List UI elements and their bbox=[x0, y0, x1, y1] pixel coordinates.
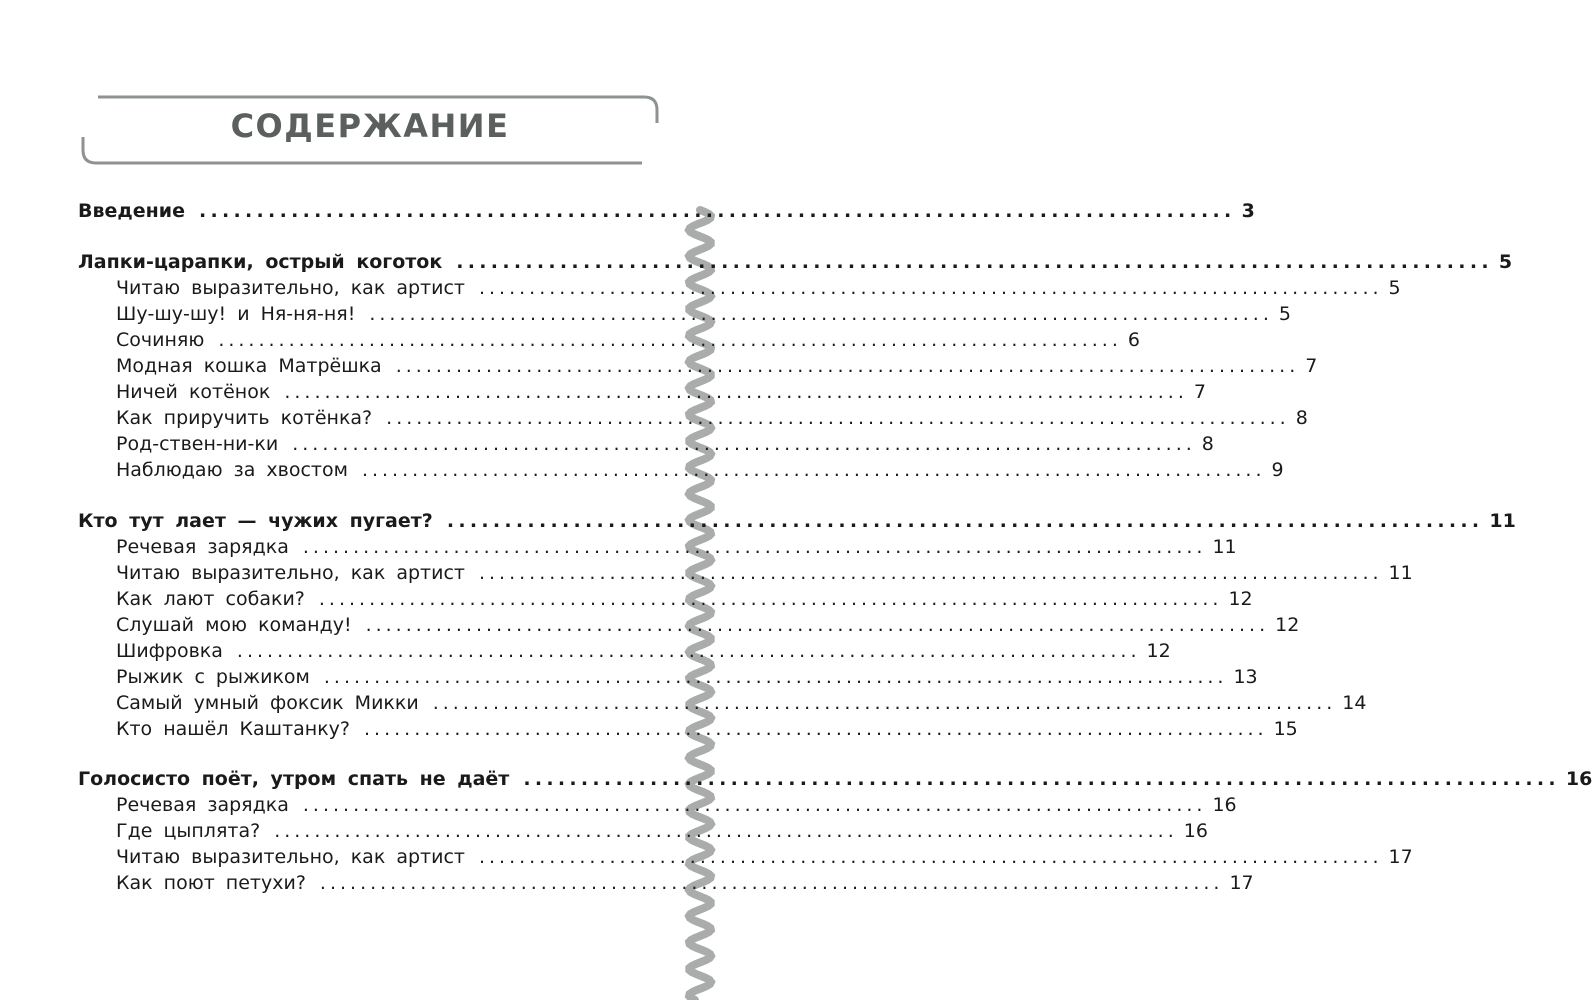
toc-entry-page-number: 12 bbox=[1228, 587, 1253, 610]
toc-entry-title: Где цыплята? bbox=[116, 820, 261, 843]
toc-entry bbox=[116, 691, 1367, 718]
toc-entry bbox=[116, 302, 1291, 329]
toc-entry-page-number: 12 bbox=[1275, 613, 1300, 636]
toc-entry-page-number: 15 bbox=[1273, 717, 1298, 740]
dot-leader: .......................................................................................... bbox=[432, 691, 1337, 714]
toc-entry bbox=[116, 613, 1300, 640]
toc-entry-page-number: 8 bbox=[1201, 432, 1214, 455]
toc-entry-page-number: 11 bbox=[1388, 561, 1413, 584]
toc-entry-page-number: 7 bbox=[1305, 354, 1318, 377]
toc-entry bbox=[116, 639, 1171, 666]
dot-leader: .......................................................................................... bbox=[218, 328, 1122, 351]
toc-entry-title: Слушай мою команду! bbox=[116, 613, 352, 636]
toc-entry-page-number: 16 bbox=[1212, 794, 1237, 817]
toc-entry-title: Введение bbox=[78, 200, 185, 222]
dot-leader: .......................................................................................... bbox=[395, 354, 1300, 377]
dot-leader: .......................................................................................... bbox=[236, 639, 1141, 662]
dot-leader: .......................................................................................... bbox=[302, 535, 1207, 558]
dot-leader: .......................................................................................... bbox=[292, 432, 1196, 455]
toc-entry-title: Читаю выразительно, как артист bbox=[116, 846, 465, 869]
toc-entry-title: Читаю выразительно, как артист bbox=[116, 561, 465, 584]
toc-entry-title: Как поют петухи? bbox=[116, 872, 306, 895]
toc-entry-page-number: 16 bbox=[1565, 768, 1592, 791]
toc-entry-title: Шифровка bbox=[116, 639, 223, 662]
toc-entry-title: Ничей котёнок bbox=[116, 380, 271, 403]
toc-entry-title: Речевая зарядка bbox=[116, 794, 289, 817]
toc-entry bbox=[116, 380, 1206, 407]
toc-entry-title: Самый умный фоксик Микки bbox=[116, 691, 419, 714]
toc-entry bbox=[116, 846, 1413, 872]
dot-leader: .......................................................................................... bbox=[478, 276, 1383, 299]
toc-entry bbox=[116, 587, 1253, 614]
dot-leader: .......................................................................................... bbox=[523, 768, 1560, 791]
dot-leader: .......................................................................................... bbox=[456, 250, 1493, 273]
toc-entry bbox=[116, 665, 1258, 692]
dot-leader: .......................................................................................... bbox=[446, 509, 1484, 532]
title-frame bbox=[80, 95, 660, 165]
toc-entry-page-number: 5 bbox=[1278, 302, 1291, 325]
toc-entry-title: Голосисто поёт, утром спать не даёт bbox=[78, 768, 510, 791]
toc-entry bbox=[116, 535, 1237, 562]
toc-entry bbox=[116, 561, 1413, 588]
dot-leader: .......................................................................................... bbox=[319, 872, 1224, 895]
toc-entry-title: Как лают собаки? bbox=[116, 587, 305, 610]
dot-leader: .......................................................................................... bbox=[318, 587, 1223, 610]
toc-entry-title: Речевая зарядка bbox=[116, 535, 289, 558]
toc-entry bbox=[116, 328, 1140, 355]
toc-entry bbox=[116, 820, 1208, 846]
toc-entry bbox=[116, 406, 1308, 433]
toc-entry bbox=[116, 276, 1401, 303]
dot-leader: .......................................................................................... bbox=[369, 302, 1273, 325]
toc-entry-page-number: 6 bbox=[1127, 328, 1140, 351]
dot-leader: .......................................................................................... bbox=[386, 406, 1290, 429]
toc-entry bbox=[116, 794, 1237, 820]
toc-entry-title: Читаю выразительно, как артист bbox=[116, 276, 465, 299]
toc-entry-title: Кто тут лает — чужих пугает? bbox=[78, 509, 433, 532]
toc-entry-title: Сочиняю bbox=[116, 328, 205, 351]
toc-entry-title: Рыжик с рыжиком bbox=[116, 665, 310, 688]
toc-entry-page-number: 5 bbox=[1388, 276, 1401, 299]
dot-leader: .......................................................................................... bbox=[284, 380, 1188, 403]
toc-entry-page-number: 16 bbox=[1183, 820, 1208, 843]
toc-entry bbox=[116, 458, 1284, 485]
toc-entry-title: Лапки-царапки, острый коготок bbox=[78, 250, 443, 273]
toc-entry-page-number: 13 bbox=[1233, 665, 1258, 688]
toc-entry-page-number: 14 bbox=[1342, 691, 1367, 714]
toc-entry bbox=[78, 250, 1513, 277]
toc-entry-title: Наблюдаю за хвостом bbox=[116, 458, 348, 481]
dot-leader: .......................................................................................... bbox=[323, 665, 1228, 688]
toc-entry bbox=[116, 432, 1214, 459]
toc-entry-page-number: 8 bbox=[1295, 406, 1308, 429]
toc-entry bbox=[116, 354, 1318, 381]
toc-entry bbox=[78, 200, 1255, 226]
toc-entry-page-number: 17 bbox=[1388, 846, 1413, 869]
dot-leader: .......................................................................................... bbox=[361, 458, 1266, 481]
toc-entry-title: Шу-шу-шу! и Ня-ня-ня! bbox=[116, 302, 356, 325]
toc-entry bbox=[116, 872, 1254, 898]
dot-leader: .......................................................................................... bbox=[274, 820, 1178, 843]
toc-entry bbox=[116, 717, 1298, 744]
toc-entry bbox=[78, 509, 1516, 536]
page-title: СОДЕРЖАНИЕ bbox=[230, 107, 510, 145]
toc-entry-title: Как приручить котёнка? bbox=[116, 406, 373, 429]
toc-entry-page-number: 5 bbox=[1498, 250, 1513, 273]
toc-entry-page-number: 11 bbox=[1212, 535, 1237, 558]
toc-entry-title: Модная кошка Матрёшка bbox=[116, 354, 382, 377]
toc-entry-page-number: 12 bbox=[1146, 639, 1171, 662]
toc-entry bbox=[78, 768, 1592, 794]
dot-leader: .......................................................................................... bbox=[478, 561, 1383, 584]
toc-entry-title: Род-ствен-ни-ки bbox=[116, 432, 279, 455]
toc-entry-page-number: 3 bbox=[1241, 200, 1255, 222]
toc-entry-page-number: 7 bbox=[1193, 380, 1206, 403]
toc-entry-page-number: 17 bbox=[1229, 872, 1254, 895]
dot-leader: .......................................................................................... bbox=[198, 200, 1236, 222]
dot-leader: .......................................................................................... bbox=[364, 717, 1268, 740]
toc-entry-page-number: 9 bbox=[1271, 458, 1284, 481]
toc-entry-page-number: 11 bbox=[1489, 509, 1516, 532]
dot-leader: .......................................................................................... bbox=[478, 846, 1383, 869]
toc-entry-title: Кто нашёл Каштанку? bbox=[116, 717, 351, 740]
dot-leader: .......................................................................................... bbox=[302, 794, 1207, 817]
dot-leader: .......................................................................................... bbox=[365, 613, 1270, 636]
